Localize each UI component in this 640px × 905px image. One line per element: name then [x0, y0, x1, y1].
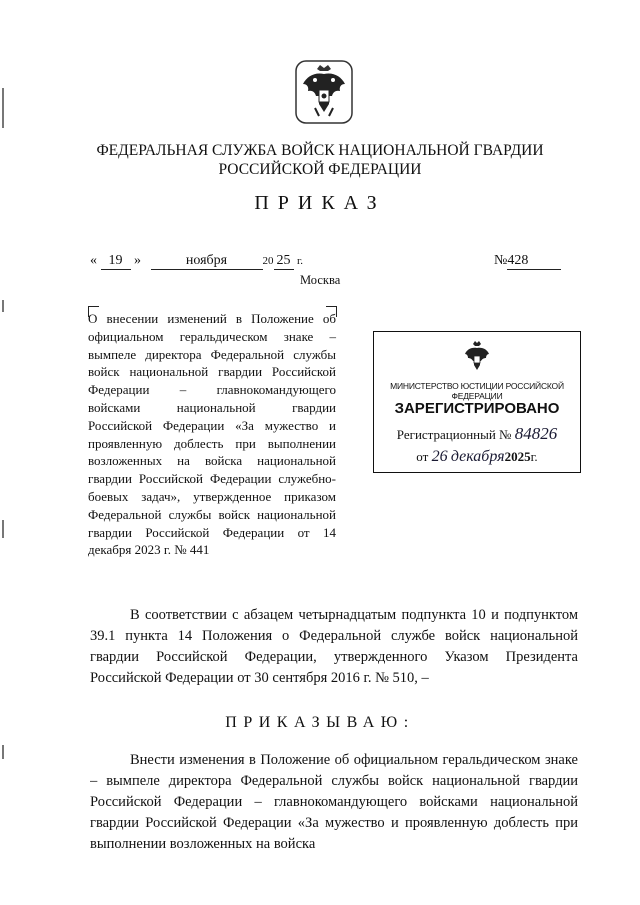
stamp-emblem-icon [462, 340, 492, 374]
document-title: ПРИКАЗ [254, 192, 386, 214]
document-city: Москва [300, 273, 341, 287]
date-year-abbr: г. [297, 255, 304, 267]
scan-margin-mark [2, 300, 4, 312]
document-date [90, 253, 303, 270]
stamp-status: ЗАРЕГИСТРИРОВАНО [394, 400, 560, 417]
stamp-date-year: 2025 [504, 449, 531, 464]
date-year: 25 [274, 253, 294, 270]
order-heading: ПРИКАЗЫВАЮ: [225, 714, 415, 731]
stamp-reg-label: Регистрационный № [396, 427, 512, 442]
stamp-reg-number: 84826 [514, 424, 558, 443]
stamp-date-day: 26 [431, 448, 448, 465]
date-day: 19 [101, 253, 131, 270]
preamble-paragraph: В соответствии с абзацем четырнадцатым подпункта 10 и подпунктом 39.1 пункта 14 Положения о Федеральной службе войск национальной гвардии Российской Федерации, утвержденного Указом Президента Российской Федерации от 30 сентября 2016 г. № 510, – [90, 607, 578, 686]
number-sign: № [494, 253, 508, 268]
document-number [494, 253, 561, 270]
stamp-ministry: МИНИСТЕРСТВО ЮСТИЦИИ РОССИЙСКОЙ ФЕДЕРАЦИИ [390, 381, 564, 401]
number-value: 428 [507, 253, 561, 270]
scan-margin-mark [2, 520, 4, 538]
registration-stamp [373, 331, 581, 473]
stamp-reg-line [374, 424, 580, 444]
scan-margin-mark [2, 88, 4, 128]
organization-name-line1: ФЕДЕРАЛЬНАЯ СЛУЖБА ВОЙСК НАЦИОНАЛЬНОЙ ГВАРДИИ [96, 142, 544, 159]
stamp-date-suffix: г. [530, 449, 538, 464]
date-close-quote: » [134, 253, 141, 268]
date-year-prefix: 20 [262, 255, 274, 267]
order-paragraph: Внести изменения в Положение об официальном геральдическом знаке – вымпеле директора Федеральной службы войск национальной гвардии Российской Федерации – главнокомандующего войсками национальной гвардии Российской Федерации «За мужество и проявленную доблесть при выполнении возложенных на войска [90, 752, 578, 852]
date-month: ноября [151, 253, 263, 270]
organization-name-line2: РОССИЙСКОЙ ФЕДЕРАЦИИ [218, 161, 422, 178]
document-subject: О внесении изменений в Положение об официальном геральдическом знаке – вымпеле директора Федеральной службы войск национальной гвардии Российской Федерации – главнокомандующего войсками национальной гвардии Российской Федерации «За мужество и проявленную доблесть при выполнении возложенных на войска национальной гвардии Российской Федерации служебно-боевых задач», утвержденное приказом Федеральной службы войск национальной гвардии Российской Федерации от 14 декабря 2023 г. № 441 [88, 311, 336, 558]
scan-margin-mark [2, 745, 4, 759]
date-open-quote: « [90, 253, 97, 268]
stamp-date-line [374, 448, 580, 466]
coat-of-arms-icon [295, 60, 353, 124]
stamp-date-prefix: от [416, 449, 429, 464]
stamp-date-month: декабря [450, 448, 505, 465]
